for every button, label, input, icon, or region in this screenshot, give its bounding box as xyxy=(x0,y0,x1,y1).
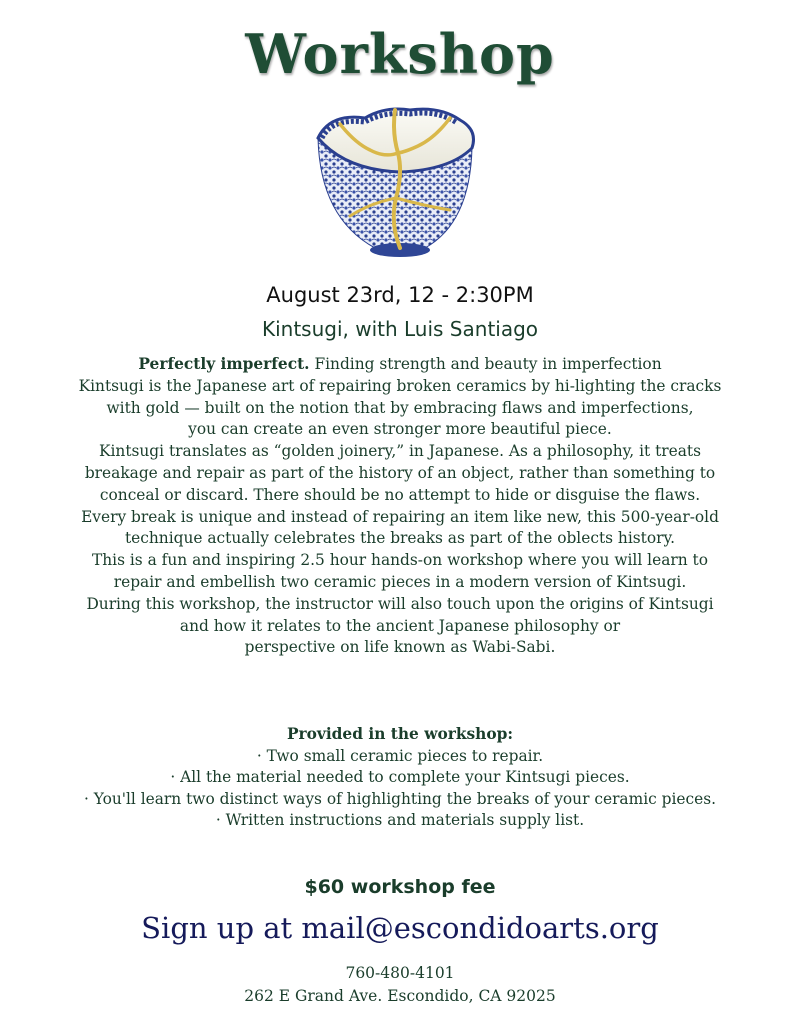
list-item: · Written instructions and materials supply list. xyxy=(215,811,585,829)
description-line: repair and embellish two ceramic pieces in a modern version of Kintsugi. xyxy=(113,572,687,591)
description-line: perspective on life known as Wabi-Sabi. xyxy=(244,638,556,657)
description-line: breakage and repair as part of the history of an object, rather than something to xyxy=(84,463,716,482)
description-line: Every break is unique and instead of repairing an item like new, this 500-year-old xyxy=(81,507,719,526)
provided-section xyxy=(20,724,780,832)
provided-list xyxy=(20,746,780,832)
intro-rest: Finding strength and beauty in imperfection xyxy=(309,355,662,373)
kintsugi-bowl-image xyxy=(300,98,500,278)
contact-info xyxy=(0,962,800,1008)
description-line: and how it relates to the ancient Japanese philosophy or xyxy=(179,616,621,635)
intro-bold: Perfectly imperfect. xyxy=(138,355,310,373)
description-intro xyxy=(20,354,780,376)
workshop-fee: $60 workshop fee xyxy=(304,876,496,898)
workshop-description xyxy=(20,354,780,659)
signup-email-link[interactable]: Sign up at mail@escondidoarts.org xyxy=(141,911,659,945)
event-instructor: Kintsugi, with Luis Santiago xyxy=(261,317,539,341)
list-item: · Two small ceramic pieces to repair. xyxy=(256,746,544,765)
description-line: with gold — built on the notion that by embracing flaws and imperfections, xyxy=(106,398,694,417)
description-line: conceal or discard. There should be no attempt to hide or disguise the flaws. xyxy=(99,485,701,504)
description-line: Kintsugi is the Japanese art of repairing broken ceramics by hi-lighting the cracks xyxy=(78,376,722,395)
event-date: August 23rd, 12 - 2:30PM xyxy=(266,283,534,307)
phone-number[interactable]: 760-480-4101 xyxy=(345,964,455,982)
list-item: · All the material needed to complete your Kintsugi pieces. xyxy=(170,768,630,786)
description-line: Kintsugi translates as “golden joinery,” in Japanese. As a philosophy, it treats xyxy=(98,442,701,461)
description-line: During this workshop, the instructor will also touch upon the origins of Kintsugi xyxy=(86,594,714,613)
provided-heading: Provided in the workshop: xyxy=(286,725,514,743)
list-item: · You'll learn two distinct ways of highlighting the breaks of your ceramic pieces. xyxy=(83,789,717,808)
description-line: you can create an even stronger more beautiful piece. xyxy=(188,420,612,439)
description-line: This is a fun and inspiring 2.5 hour hands-on workshop where you will learn to xyxy=(91,551,708,570)
address: 262 E Grand Ave. Escondido, CA 92025 xyxy=(244,987,556,1005)
kintsugi-bowl-icon xyxy=(300,98,500,278)
description-line: technique actually celebrates the breaks as part of the oblects history. xyxy=(124,529,676,548)
page-title: Workshop xyxy=(245,22,555,86)
